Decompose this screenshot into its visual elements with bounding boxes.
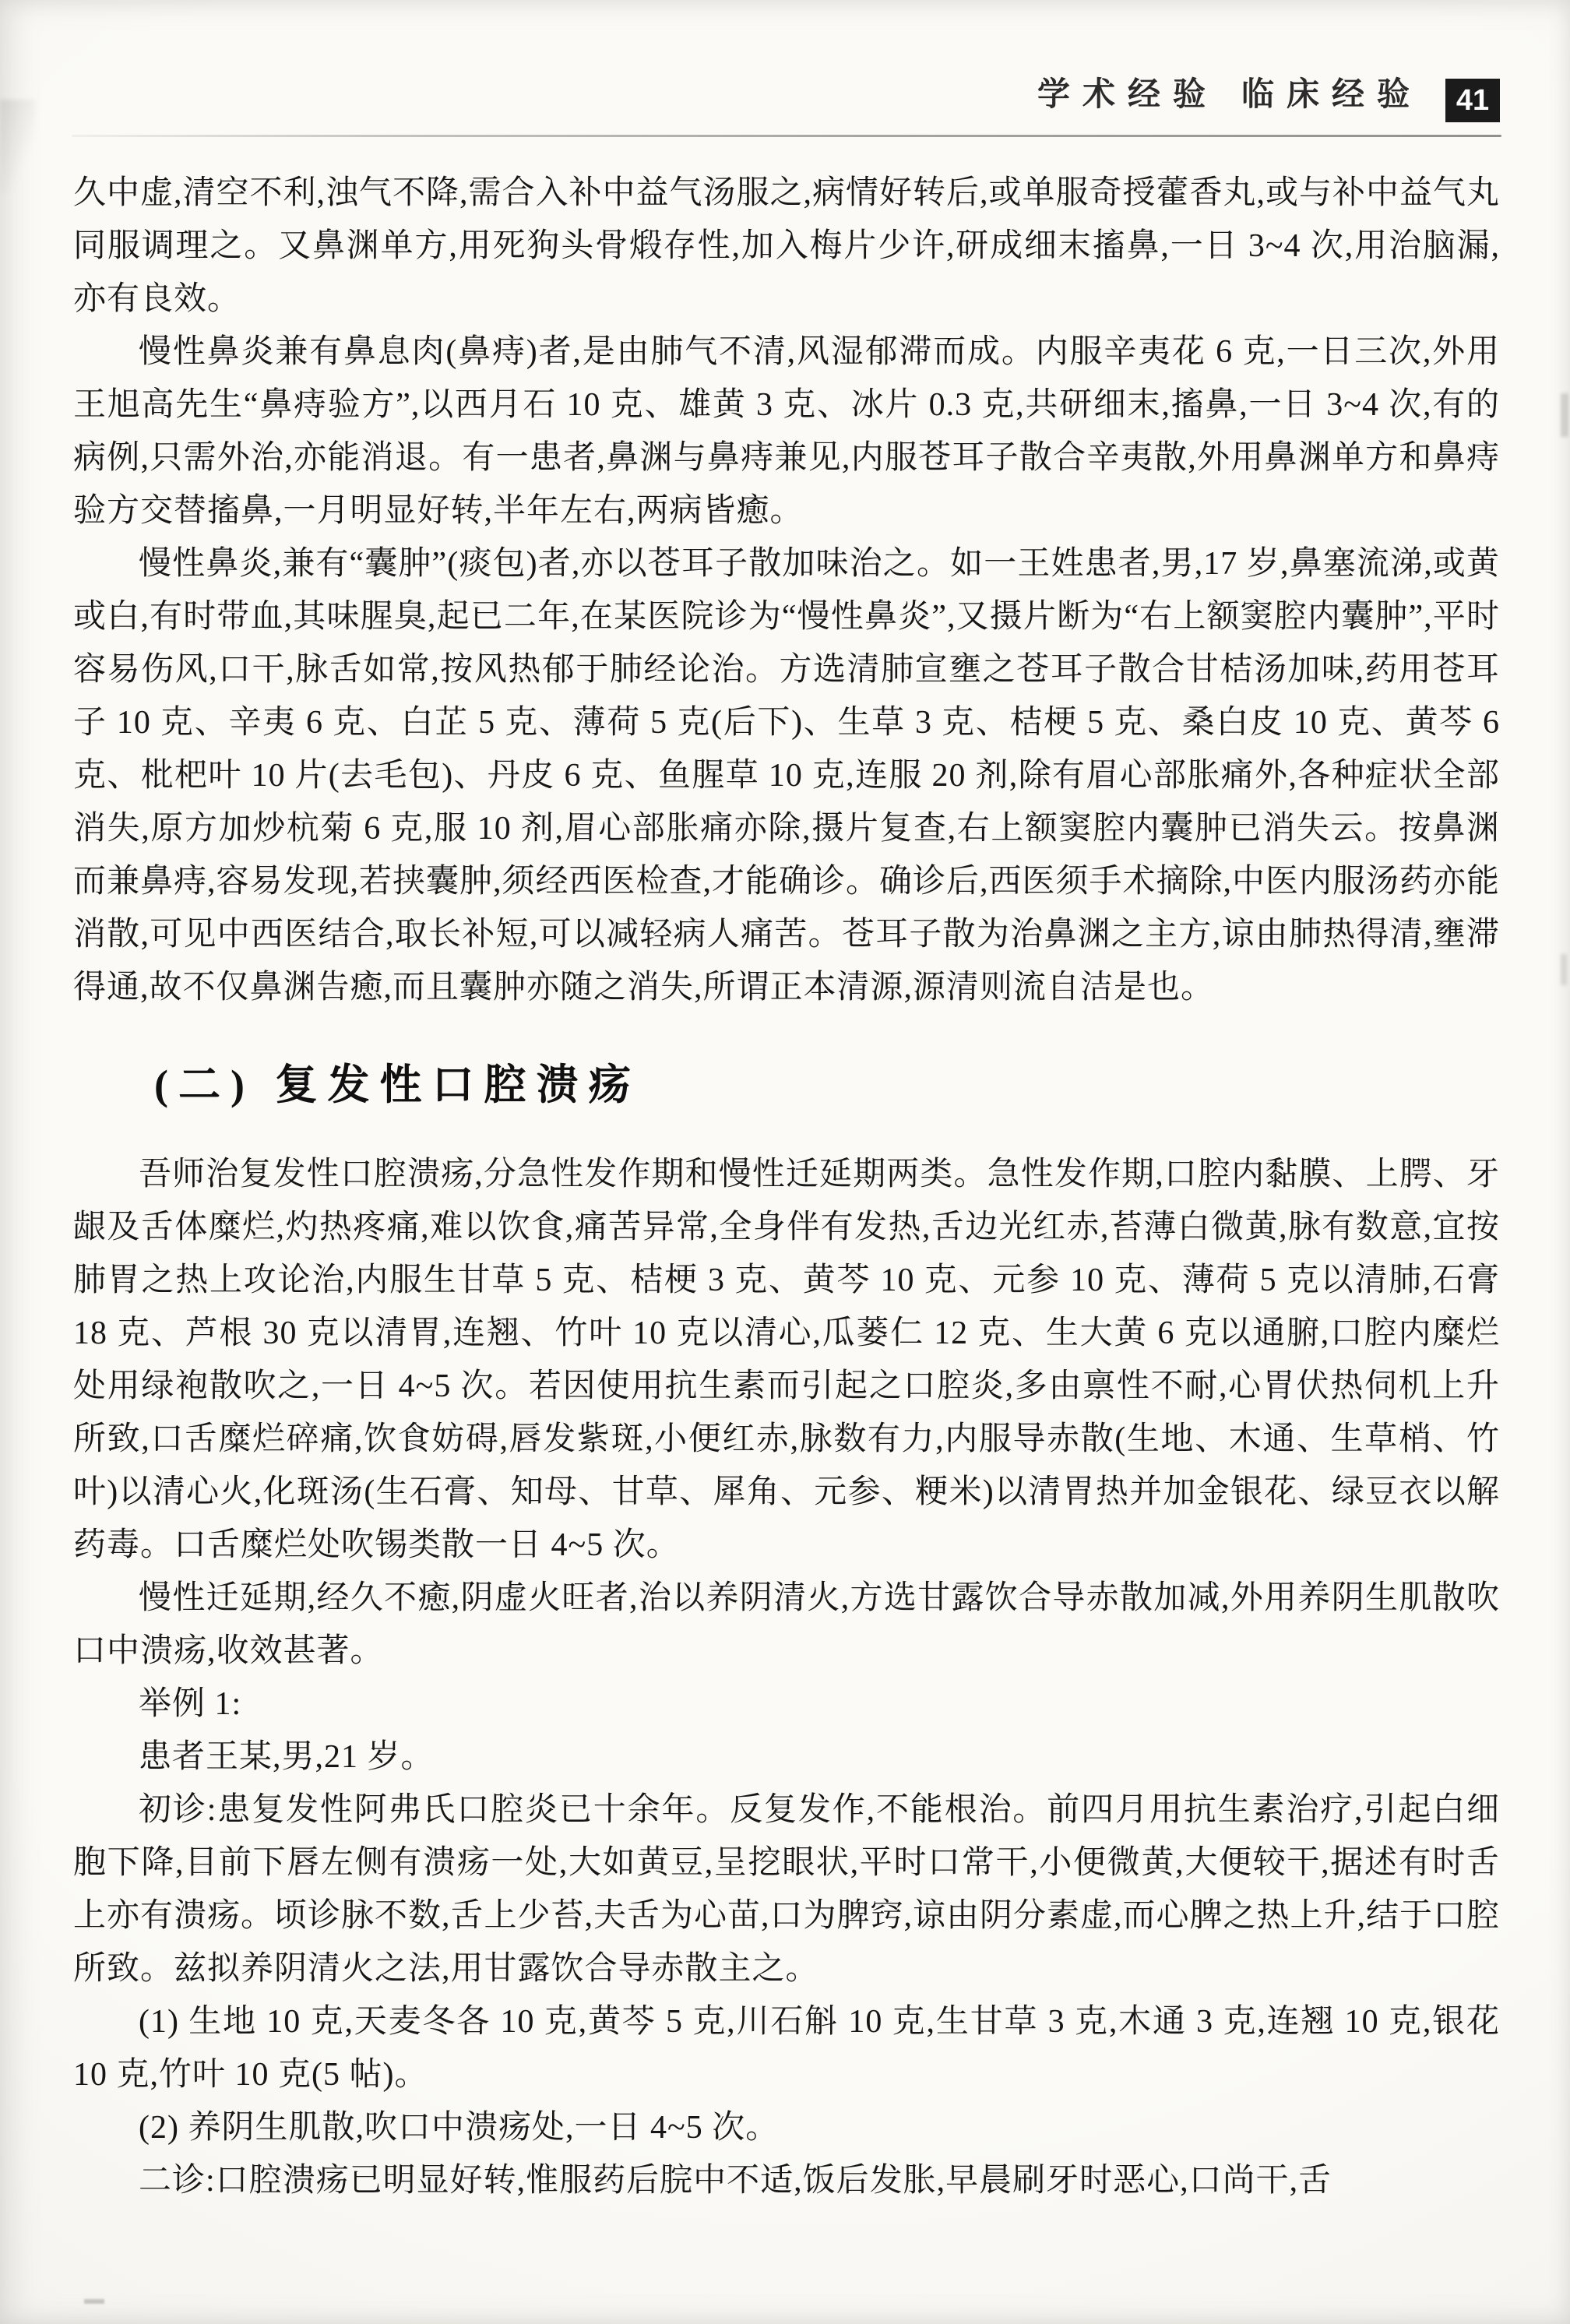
body-paragraph-6: 患者王某,男,21 岁。	[139, 1739, 435, 1775]
body-paragraph-5: 举例 1:	[139, 1686, 242, 1722]
body-paragraph-10: 二诊:口腔溃疡已明显好转,惟服药后脘中不适,饭后发胀,早晨刷牙时恶心,口尚干,舌	[139, 2163, 1332, 2199]
body-paragraph-4: 慢性迁延期,经久不癒,阴虚火旺者,治以养阴清火,方选甘露饮合导赤散加减,外用养阴生肌散吹口中溃疡,收效甚著。	[73, 1580, 1500, 1669]
running-head	[1037, 77, 1500, 117]
page-number-badge: 41	[1445, 79, 1500, 122]
body-paragraph-7: 初诊:患复发性阿弗氏口腔炎已十余年。反复发作,不能根治。前四月用抗生素治疗,引起白细胞下降,目前下唇左侧有溃疡一处,大如黄豆,呈挖眼状,平时口常干,小便微黄,大便较干,据述有时舌上亦有溃疡。顷诊脉不数,舌上少苔,夫舌为心苗,口为脾窍,谅由阴分素虚,而心脾之热上升,结于口腔所致。兹拟养阴清火之法,用甘露饮合导赤散主之。	[73, 1792, 1501, 1987]
body-paragraph-9: (2) 养阴生肌散,吹口中溃疡处,一日 4~5 次。	[139, 2110, 780, 2146]
body-paragraph-3: 吾师治复发性口腔溃疡,分急性发作期和慢性迁延期两类。急性发作期,口腔内黏膜、上腭、牙龈及舌体糜烂,灼热疼痛,难以饮食,痛苦异常,全身伴有发热,舌边光红赤,苔薄白微黄,脉有数意,宜按肺胃之热上攻论治,内服生甘草 5 克、桔梗 3 克、黄芩 10 克、元参 10 克、薄荷 5 克以清肺,石膏 18 克、芦根 30 克以清胃,连翘、竹叶 10 克以清心,瓜蒌仁 12 克、生大黄 6 克以通腑,口腔内糜烂处用绿袍散吹之,一日 4~5 次。若因使用抗生素而引起之口腔炎,多由禀性不耐,心胃伏热伺机上升所致,口舌糜烂碎痛,饮食妨碍,唇发紫斑,小便红赤,脉数有力,内服导赤散(生地、木通、生草梢、竹叶)以清心火,化斑汤(生石膏、知母、甘草、犀角、元参、粳米)以清胃热并加金银花、绿豆衣以解药毒。口舌糜烂处吹锡类散一日 4~5 次。	[73, 1157, 1500, 1563]
page-body	[0, 137, 1570, 2207]
section-heading: (二) 复发性口腔溃疡	[154, 1062, 641, 1108]
running-head-left: 学术经验	[1037, 77, 1218, 113]
body-paragraph-1: 慢性鼻炎兼有鼻息肉(鼻痔)者,是由肺气不清,风湿郁滞而成。内服辛夷花 6 克,一日三次,外用王旭高先生“鼻痔验方”,以西月石 10 克、雄黄 3 克、冰片 0.3 克,共研细末,搐鼻,一日 3~4 次,有的病例,只需外治,亦能消退。有一患者,鼻渊与鼻痔兼见,内服苍耳子散合辛夷散,外用鼻渊单方和鼻痔验方交替搐鼻,一月明显好转,半年左右,两病皆癒。	[73, 334, 1500, 529]
running-head-right: 临床经验	[1241, 77, 1422, 113]
body-paragraph-2: 慢性鼻炎,兼有“囊肿”(痰包)者,亦以苍耳子散加味治之。如一王姓患者,男,17 岁,鼻塞流涕,或黄或白,有时带血,其味腥臭,起已二年,在某医院诊为“慢性鼻炎”,又摄片断为“右上额窦腔内囊肿”,平时容易伤风,口干,脉舌如常,按风热郁于肺经论治。方选清肺宣壅之苍耳子散合甘桔汤加味,药用苍耳子 10 克、辛夷 6 克、白芷 5 克、薄荷 5 克(后下)、生草 3 克、桔梗 5 克、桑白皮 10 克、黄芩 6 克、枇杷叶 10 片(去毛包)、丹皮 6 克、鱼腥草 10 克,连服 20 剂,除有眉心部胀痛外,各种症状全部消失,原方加炒杭菊 6 克,服 10 剂,眉心部胀痛亦除,摄片复查,右上额窦腔内囊肿已消失云。按鼻渊而兼鼻痔,容易发现,若挟囊肿,须经西医检查,才能确诊。确诊后,西医须手术摘除,中医内服汤药亦能消散,可见中西医结合,取长补短,可以减轻病人痛苦。苍耳子散为治鼻渊之主方,谅由肺热得清,壅滞得通,故不仅鼻渊告癒,而且囊肿亦随之消失,所谓正本清源,源清则流自洁是也。	[73, 546, 1501, 1005]
body-paragraph-0: 久中虚,清空不利,浊气不降,需合入补中益气汤服之,病情好转后,或单服奇授藿香丸,或与补中益气丸同服调理之。又鼻渊单方,用死狗头骨煅存性,加入梅片少许,研成细末搐鼻,一日 3~4 次,用治脑漏,亦有良效。	[73, 175, 1501, 317]
body-paragraph-8: (1) 生地 10 克,天麦冬各 10 克,黄芩 5 克,川石斛 10 克,生甘草 3 克,木通 3 克,连翘 10 克,银花 10 克,竹叶 10 克(5 帖)。	[73, 2004, 1500, 2093]
page-header	[0, 0, 1570, 122]
scan-mark-bottom-left	[84, 2299, 104, 2304]
